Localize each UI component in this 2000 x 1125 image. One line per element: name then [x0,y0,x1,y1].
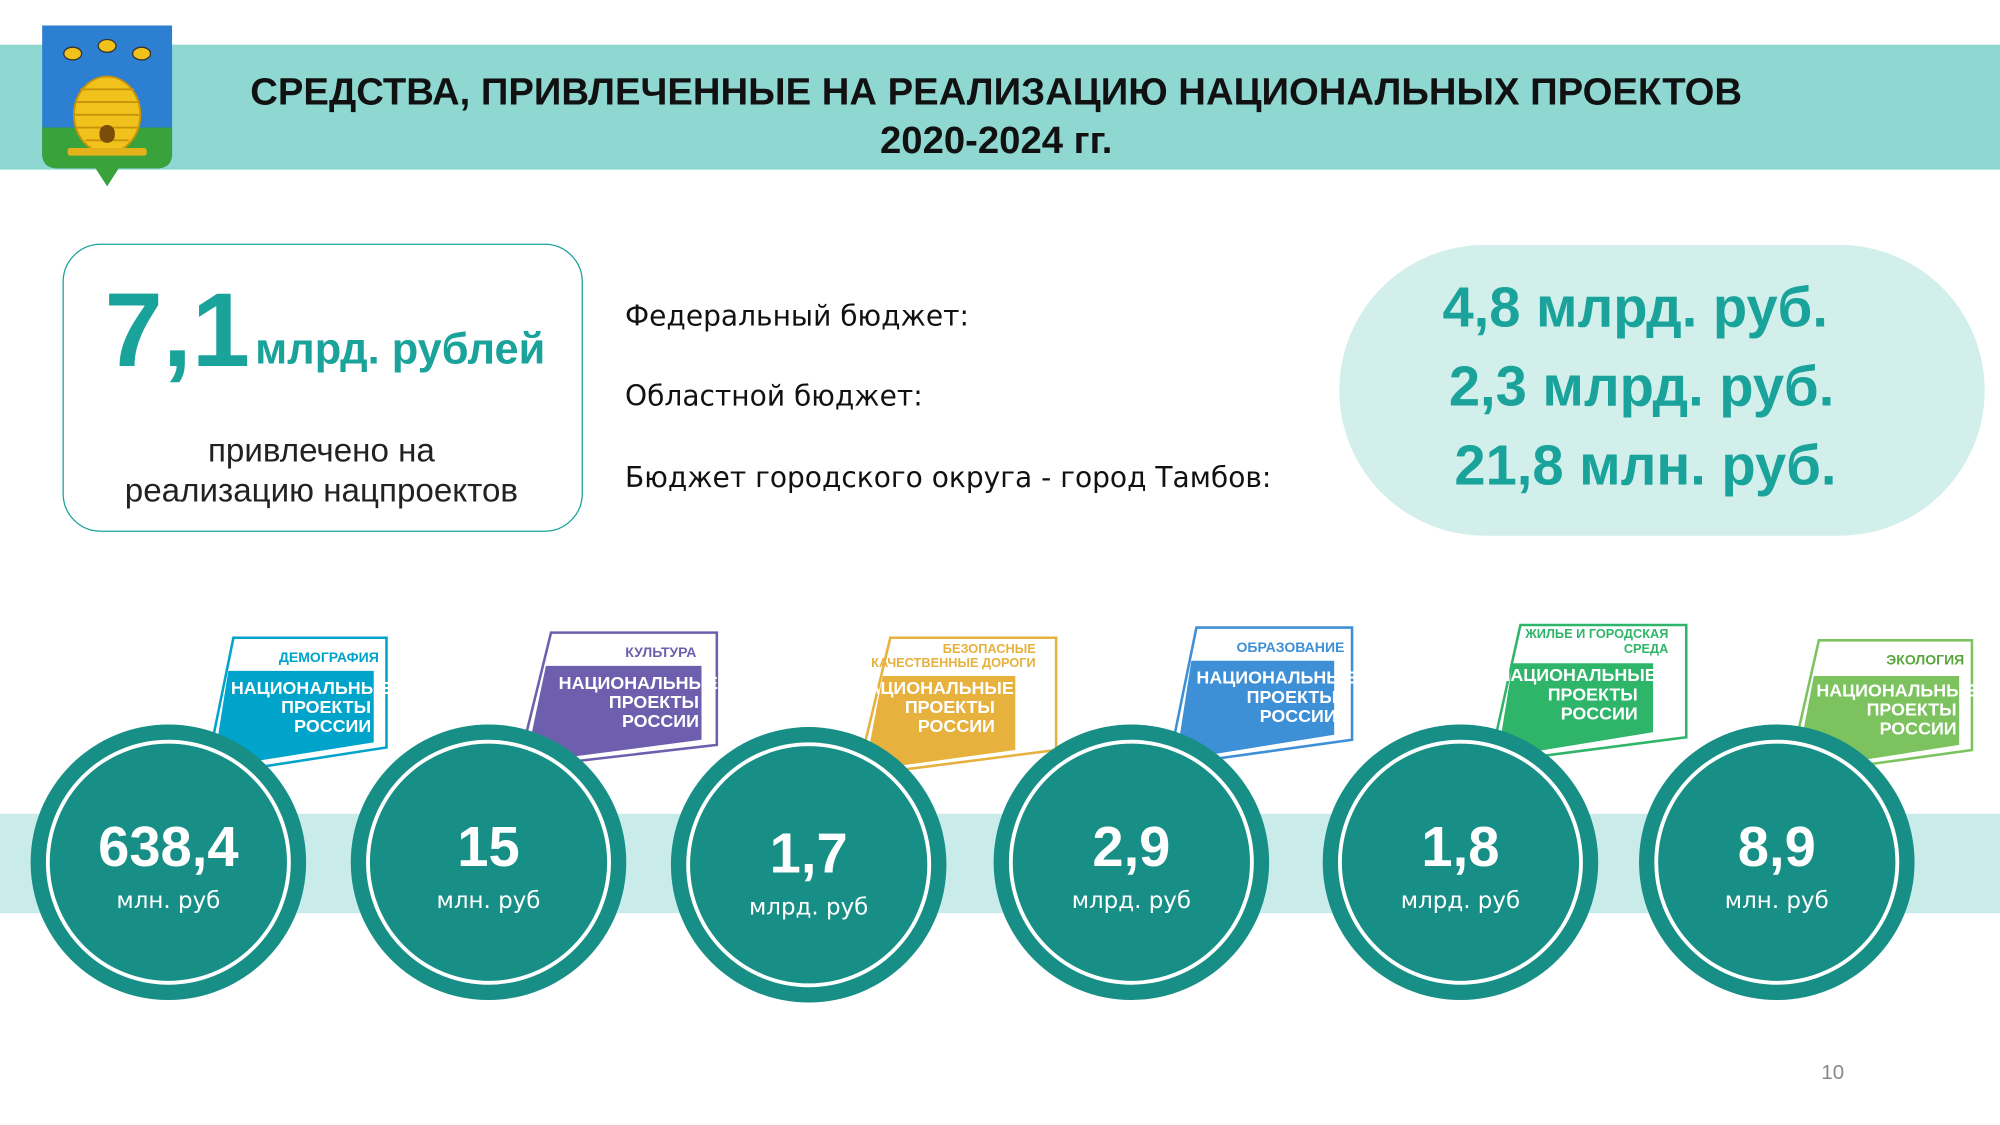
national-projects-label [854,677,1014,736]
project-amount-unit: млрд. руб [1071,887,1192,915]
federal-budget-label: Федеральный бюджет: [624,301,969,333]
badge-line-1: НАЦИОНАЛЬНЫЕ [854,677,1014,698]
regional-budget-label: Областной бюджет: [624,381,923,414]
project-category-label: ДЕМОГРАФИЯ [278,650,379,666]
total-funds-unit: млрд. рублей [255,325,546,374]
project-amount: 15 [457,816,520,879]
coat-of-arms-logo [42,26,172,189]
title-line-1: СРЕДСТВА, ПРИВЛЕЧЕННЫЕ НА РЕАЛИЗАЦИЮ НАЦИОНАЛЬНЫХ ПРОЕКТОВ [250,71,1743,114]
badge-line-1: НАЦИОНАЛЬНЫЕ [1816,679,1976,701]
project-value-circle [31,724,307,1000]
project-amount: 638,4 [98,816,239,879]
national-projects-label [1196,667,1356,726]
city-budget-value: 21,8 млн. руб. [1454,434,1837,498]
badge-line-3: РОССИИ [1560,702,1638,724]
badge-line-3: РОССИИ [917,715,995,736]
project-category-label: ОБРАЗОВАНИЕ [1236,640,1345,656]
project-amount: 1,7 [769,822,848,886]
badge-line-1: НАЦИОНАЛЬНЫЕ [1196,667,1356,688]
badge-line-2: ПРОЕКТЫ [1547,683,1638,705]
project-category-label: ЖИЛЬЕ И ГОРОДСКАЯ СРЕДА [1525,627,1669,657]
regional-budget-value: 2,3 млрд. руб. [1448,355,1835,419]
page-number: 10 [1821,1062,1845,1085]
total-desc-line-1: привлечено на [207,431,435,470]
project-amount-unit: млрд. руб [1400,887,1521,915]
badge-line-2: ПРОЕКТЫ [904,696,995,717]
project-value-circle [1323,724,1599,1000]
badge-line-3: РОССИИ [1259,705,1337,726]
total-desc-line-2: реализацию нацпроектов [124,470,519,509]
project-amount-unit: млн. руб [1724,887,1829,915]
project-amount: 8,9 [1737,816,1816,879]
federal-budget-value: 4,8 млрд. руб. [1442,276,1828,340]
project-amount: 1,8 [1421,816,1500,879]
national-projects-label [230,677,391,736]
badge-line-1: НАЦИОНАЛЬНЫЕ [558,672,718,693]
badge-line-2: ПРОЕКТЫ [608,691,699,712]
project-value-circle [351,724,627,1000]
total-funds-value: 7,1 [104,272,250,390]
total-funds-description [66,431,576,510]
badge-line-2: ПРОЕКТЫ [1246,686,1337,707]
page-title [191,69,1801,166]
badge-line-3: РОССИИ [1879,718,1957,739]
title-line-2: 2020-2024 гг. [880,119,1113,162]
project-value-circle [671,727,947,1003]
national-projects-label [558,672,718,731]
badge-line-3: РОССИИ [294,715,372,736]
badge-line-2: ПРОЕКТЫ [281,696,372,717]
badge-line-2: ПРОЕКТЫ [1866,698,1957,720]
national-projects-label [1497,664,1657,724]
project-value-circle [1639,724,1915,1000]
project-amount-unit: млрд. руб [748,894,869,921]
project-category-label: КУЛЬТУРА [625,645,697,661]
project-amount-unit: млн. руб [436,887,541,915]
project-value-circle [994,724,1270,1000]
badge-line-1: НАЦИОНАЛЬНЫЕ [1497,664,1657,685]
project-category-label: БЕЗОПАСНЫЕ КАЧЕСТВЕННЫЕ ДОРОГИ [871,642,1036,671]
national-projects-label [1816,679,1976,739]
city-budget-label: Бюджет городского округа - город Тамбов: [624,463,1272,495]
badge-line-1: НАЦИОНАЛЬНЫЕ [230,677,391,698]
badge-line-3: РОССИИ [621,710,699,731]
project-amount: 2,9 [1092,816,1171,879]
project-amount-unit: млн. руб [116,887,221,915]
project-category-label: ЭКОЛОГИЯ [1886,653,1965,669]
